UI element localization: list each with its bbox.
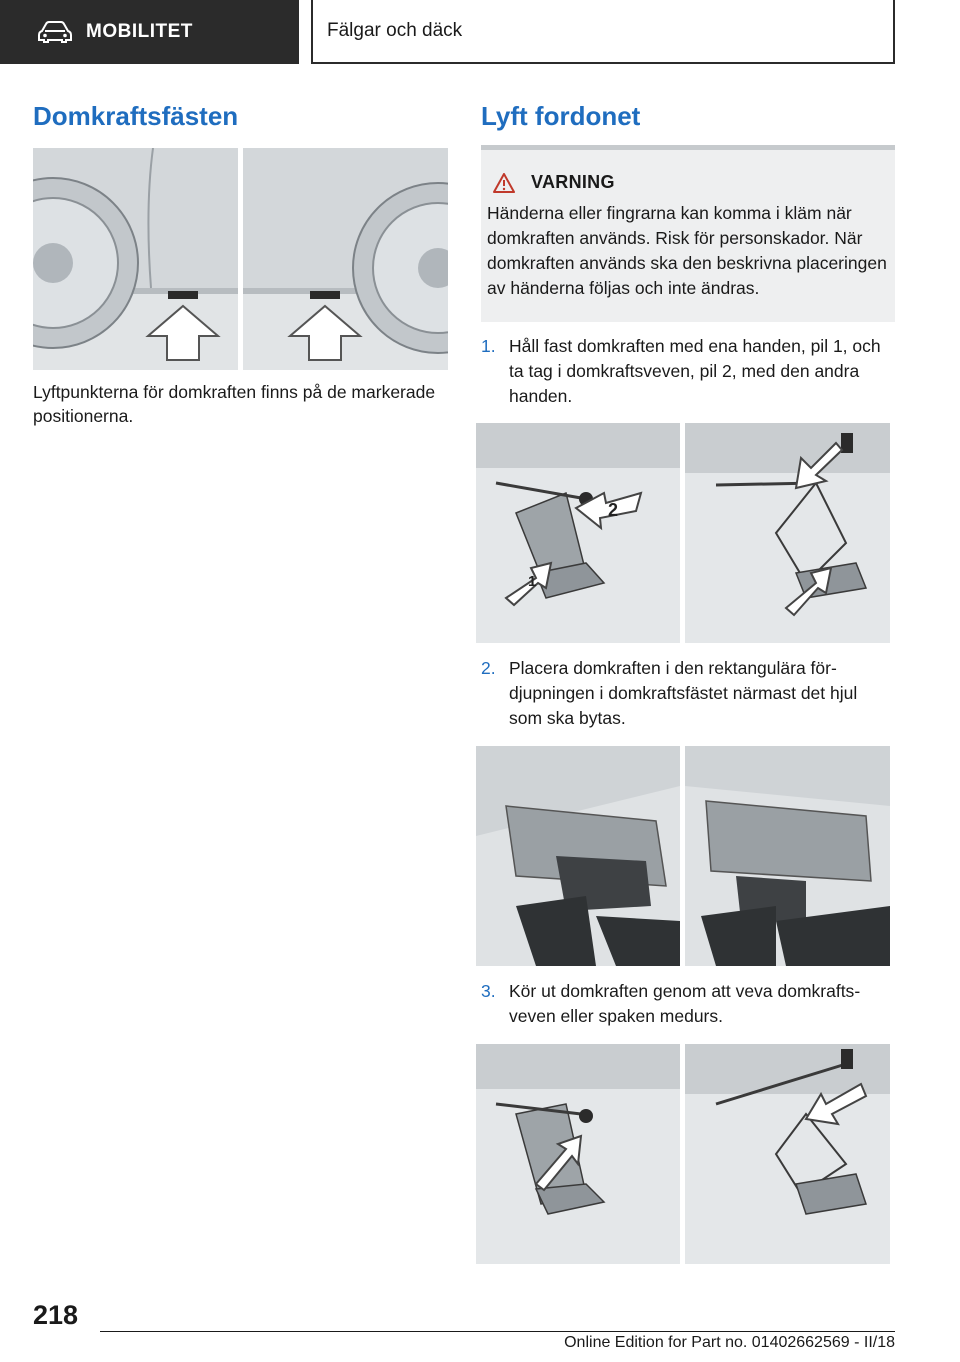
step-2 — [481, 656, 895, 731]
step-number: 1. — [481, 336, 496, 356]
step-text: Håll fast domkraften med ena handen, pil 1, och ta tag i domkraftsveven, pil 2, med den andra handen. — [509, 336, 881, 406]
arrow-label-1: 1 — [528, 573, 537, 590]
warning-body: Händerna eller fingrarna kan komma i kläm när domkraften används. Risk för personskador. När domkraften används ska den beskrivna placeringen av händerna följas och inte ändras. — [487, 203, 887, 298]
jack-placement-illustration — [476, 746, 890, 966]
section-heading-jack-points: Domkraftsfästen — [33, 101, 239, 131]
section-heading-lift-vehicle: Lyft fordonet — [481, 101, 641, 131]
step-number: 2. — [481, 658, 496, 678]
jack-points-illustration — [33, 148, 448, 370]
arrow-label-2: 2 — [608, 500, 619, 520]
step-number: 3. — [481, 981, 496, 1001]
chapter-tab[interactable] — [311, 0, 895, 64]
step-1 — [481, 334, 895, 409]
car-icon — [38, 21, 72, 43]
section-tab[interactable] — [0, 0, 299, 64]
warning-title: VARNING — [531, 172, 615, 192]
warning-title-row — [487, 172, 887, 193]
step-text: Placera domkraften i den rektangulära fördjupningen i domkraftsfästet närmast det hjul som ska bytas. — [509, 658, 858, 728]
jack-crank-illustration — [476, 1044, 890, 1264]
footer-rule — [100, 1331, 895, 1332]
page-number: 218 — [33, 1300, 79, 1330]
warning-triangle-icon — [493, 173, 515, 193]
chapter-label: Fälgar och däck — [327, 20, 463, 41]
step-3 — [481, 979, 895, 1029]
jack-points-caption: Lyftpunkterna för domkraften finns på de markerade positionerna. — [33, 382, 436, 426]
jack-hold-illustration — [476, 423, 890, 643]
step-text: Kör ut domkraften genom att veva domkraftsveven eller spaken medurs. — [509, 981, 861, 1026]
section-label: MOBILITET — [86, 21, 193, 42]
footer-edition-text: Online Edition for Part no. 01402662569 - II/18 — [564, 1334, 895, 1351]
warning-box — [481, 150, 895, 322]
